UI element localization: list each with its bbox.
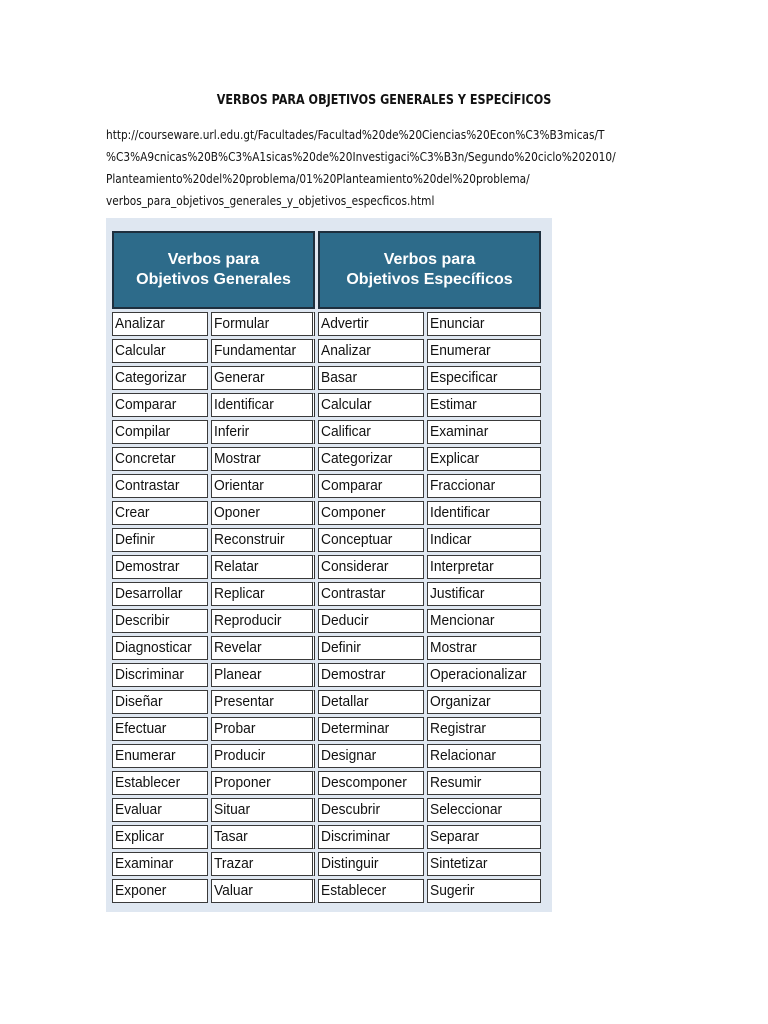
general-verb-cell [112,798,208,822]
header-general-verbs [112,231,315,309]
table-row [112,312,541,336]
specific-verb-cell [318,609,424,633]
verb-label: Comparar [321,477,383,494]
header-specific-line-2: Objetivos Específicos [346,271,513,288]
table-row [112,798,541,822]
general-verb-cell [112,744,208,768]
table-row [112,339,541,363]
verb-label: Calificar [321,423,371,440]
specific-verb-cell [318,852,424,876]
general-verb-cell [211,636,315,660]
verb-label: Situar [214,801,251,818]
general-verb-cell [112,474,208,498]
general-verb-cell [112,771,208,795]
general-verb-cell [112,501,208,525]
verb-label: Describir [115,612,170,629]
specific-verb-cell [318,528,424,552]
specific-verb-cell [427,744,541,768]
url-line: %C3%A9cnicas%20B%C3%A1sicas%20de%20Investigaci%C3%B3n/Segundo%20ciclo%202010/ [106,150,616,164]
general-verb-cell [211,798,315,822]
verb-label: Interpretar [430,558,494,575]
general-verb-cell [211,339,315,363]
url-line: verbos_para_objetivos_generales_y_objetivos_especficos.html [106,194,435,208]
verb-label: Advertir [321,315,369,332]
general-verb-cell [112,312,208,336]
verb-label: Trazar [214,855,254,872]
general-verb-cell [112,339,208,363]
specific-verb-cell [427,852,541,876]
specific-verb-cell [427,420,541,444]
table-row [112,852,541,876]
specific-verb-cell [318,447,424,471]
specific-verb-cell [318,555,424,579]
general-verb-cell [112,582,208,606]
general-verb-cell [112,636,208,660]
verb-label: Deducir [321,612,369,629]
specific-verb-cell [318,798,424,822]
general-verb-cell [112,555,208,579]
verb-label: Fraccionar [430,477,496,494]
verb-label: Enunciar [430,315,485,332]
specific-verb-cell [318,393,424,417]
verb-label: Conceptuar [321,531,393,548]
specific-verb-cell [318,744,424,768]
specific-verb-cell [318,771,424,795]
verb-label: Diseñar [115,693,163,710]
verb-label: Tasar [214,828,248,845]
verb-label: Concretar [115,450,176,467]
general-verb-cell [211,474,315,498]
general-verb-cell [112,447,208,471]
general-verb-cell [211,663,315,687]
verb-label: Categorizar [321,450,393,467]
specific-verb-cell [318,312,424,336]
general-verb-cell [211,744,315,768]
verb-label: Mostrar [214,450,261,467]
verb-label: Contrastar [115,477,180,494]
specific-verb-cell [427,582,541,606]
specific-verb-cell [427,717,541,741]
verbs-table-image [106,218,552,912]
general-verb-cell [211,555,315,579]
source-url[interactable] [106,124,746,212]
specific-verb-cell [427,609,541,633]
specific-verb-cell [427,339,541,363]
verb-label: Replicar [214,585,265,602]
general-verb-cell [211,420,315,444]
verb-label: Establecer [321,882,387,899]
specific-verb-cell [427,393,541,417]
specific-verb-cell [427,636,541,660]
verb-label: Analizar [321,342,371,359]
verb-label: Registrar [430,720,486,737]
verb-label: Evaluar [115,801,162,818]
verb-label: Planear [214,666,262,683]
general-verb-cell [211,393,315,417]
verb-label: Demostrar [115,558,180,575]
general-verb-cell [211,690,315,714]
verb-label: Mostrar [430,639,477,656]
verb-label: Comparar [115,396,177,413]
general-verb-cell [112,528,208,552]
specific-verb-cell [318,474,424,498]
verb-label: Definir [321,639,361,656]
table-row [112,528,541,552]
specific-verb-cell [427,501,541,525]
general-verb-cell [112,663,208,687]
general-verb-cell [112,420,208,444]
verb-label: Resumir [430,774,482,791]
verb-label: Compilar [115,423,171,440]
header-general-line-1: Verbos para [167,251,260,268]
verb-label: Proponer [214,774,271,791]
verb-label: Seleccionar [430,801,503,818]
page-title: VERBOS PARA OBJETIVOS GENERALES Y ESPECÍFICOS [216,93,552,108]
specific-verb-cell [427,474,541,498]
verb-label: Sugerir [430,882,475,899]
general-verb-cell [112,609,208,633]
header-specific-verbs [318,231,541,309]
verb-label: Crear [115,504,150,521]
general-verb-cell [211,609,315,633]
specific-verb-cell [318,636,424,660]
general-verb-cell [112,717,208,741]
verb-label: Diagnosticar [115,639,192,656]
specific-verb-cell [318,690,424,714]
verb-label: Organizar [430,693,491,710]
specific-verb-cell [427,366,541,390]
specific-verb-cell [427,771,541,795]
table-row [112,717,541,741]
general-verb-cell [211,528,315,552]
verb-label: Categorizar [115,369,187,386]
specific-verb-cell [427,825,541,849]
verb-label: Examinar [430,423,489,440]
verbs-table [109,228,544,906]
table-row [112,663,541,687]
general-verb-cell [112,825,208,849]
verb-label: Estimar [430,396,477,413]
verb-label: Explicar [430,450,480,467]
general-verb-cell [112,366,208,390]
specific-verb-cell [427,312,541,336]
table-row [112,771,541,795]
verb-label: Presentar [214,693,274,710]
table-row [112,879,541,903]
verb-label: Basar [321,369,358,386]
verb-label: Orientar [214,477,264,494]
verb-label: Exponer [115,882,167,899]
verb-label: Especificar [430,369,498,386]
general-verb-cell [112,852,208,876]
table-row [112,447,541,471]
verb-label: Detallar [321,693,369,710]
general-verb-cell [211,825,315,849]
specific-verb-cell [427,690,541,714]
specific-verb-cell [427,528,541,552]
verb-label: Explicar [115,828,165,845]
header-general-line-2: Objetivos Generales [136,271,291,288]
verb-label: Distinguir [321,855,379,872]
specific-verb-cell [318,420,424,444]
verb-label: Contrastar [321,585,386,602]
table-row [112,636,541,660]
verb-label: Establecer [115,774,181,791]
general-verb-cell [211,312,315,336]
verb-label: Discriminar [321,828,390,845]
verb-label: Analizar [115,315,165,332]
verb-label: Discriminar [115,666,184,683]
verb-label: Valuar [214,882,253,899]
table-header-row [112,231,541,309]
general-verb-cell [211,717,315,741]
general-verb-cell [112,690,208,714]
verb-label: Operacionalizar [430,666,527,683]
general-verb-cell [211,879,315,903]
verb-label: Justificar [430,585,485,602]
table-row [112,420,541,444]
table-row [112,366,541,390]
general-verb-cell [211,447,315,471]
verb-label: Separar [430,828,480,845]
general-verb-cell [211,582,315,606]
general-verb-cell [211,501,315,525]
url-line: http://courseware.url.edu.gt/Facultades/Facultad%20de%20Ciencias%20Econ%C3%B3micas/T [106,128,605,142]
verb-label: Considerar [321,558,389,575]
table-row [112,825,541,849]
verb-label: Identificar [430,504,490,521]
table-row [112,690,541,714]
general-verb-cell [211,852,315,876]
verb-label: Probar [214,720,256,737]
specific-verb-cell [427,879,541,903]
specific-verb-cell [318,825,424,849]
table-row [112,474,541,498]
general-verb-cell [112,879,208,903]
table-body [112,312,541,903]
specific-verb-cell [427,798,541,822]
header-specific-line-1: Verbos para [383,251,476,268]
verb-label: Descomponer [321,774,407,791]
specific-verb-cell [318,501,424,525]
verb-label: Relatar [214,558,259,575]
verb-label: Descubrir [321,801,381,818]
verb-label: Oponer [214,504,261,521]
verb-label: Fundamentar [214,342,297,359]
verb-label: Generar [214,369,265,386]
specific-verb-cell [318,366,424,390]
table-row [112,609,541,633]
specific-verb-cell [427,447,541,471]
verb-label: Calcular [321,396,372,413]
verb-label: Calcular [115,342,166,359]
specific-verb-cell [427,555,541,579]
specific-verb-cell [318,582,424,606]
verb-label: Formular [214,315,270,332]
verb-label: Mencionar [430,612,495,629]
verb-label: Determinar [321,720,390,737]
verb-label: Revelar [214,639,262,656]
verb-label: Sintetizar [430,855,488,872]
verb-label: Reconstruir [214,531,285,548]
specific-verb-cell [427,663,541,687]
verb-label: Enumerar [430,342,491,359]
general-verb-cell [211,771,315,795]
verb-label: Componer [321,504,386,521]
verb-label: Definir [115,531,155,548]
verb-label: Inferir [214,423,250,440]
verb-label: Identificar [214,396,274,413]
verb-label: Relacionar [430,747,496,764]
table-row [112,393,541,417]
verb-label: Indicar [430,531,472,548]
table-row [112,744,541,768]
specific-verb-cell [318,717,424,741]
verb-label: Reproducir [214,612,282,629]
general-verb-cell [211,366,315,390]
verb-label: Designar [321,747,377,764]
specific-verb-cell [318,663,424,687]
table-row [112,501,541,525]
verb-label: Desarrollar [115,585,183,602]
table-row [112,582,541,606]
verb-label: Efectuar [115,720,167,737]
url-line: Planteamiento%20del%20problema/01%20Planteamiento%20del%20problema/ [106,172,530,186]
general-verb-cell [112,393,208,417]
table-row [112,555,541,579]
specific-verb-cell [318,339,424,363]
verb-label: Producir [214,747,266,764]
verb-label: Examinar [115,855,174,872]
specific-verb-cell [318,879,424,903]
verb-label: Demostrar [321,666,386,683]
verb-label: Enumerar [115,747,176,764]
